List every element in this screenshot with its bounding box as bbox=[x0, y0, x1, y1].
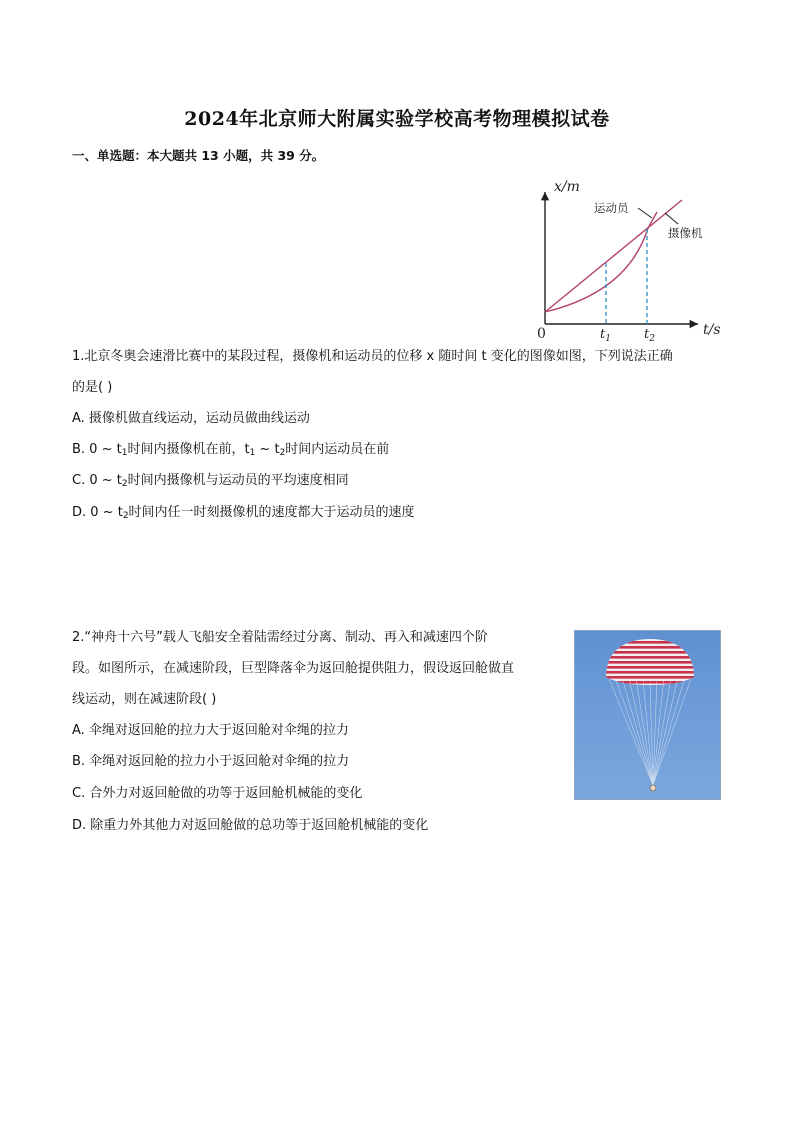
camera-pointer bbox=[665, 213, 678, 224]
camera-line bbox=[545, 200, 682, 312]
athlete-label: 运动员 bbox=[594, 201, 629, 215]
suspension-lines bbox=[609, 679, 691, 785]
t2-label: $t_2$ bbox=[644, 327, 655, 342]
suspension-line bbox=[623, 680, 653, 785]
q2-option-b[interactable]: B. 伞绳对返回舱的拉力小于返回舱对伞绳的拉力 bbox=[72, 754, 350, 769]
q1-stem-line2: 的是( ) bbox=[72, 380, 113, 395]
canopy-stripe bbox=[600, 671, 700, 674]
q1-option-a[interactable]: A. 摄像机做直线运动，运动员做曲线运动 bbox=[72, 411, 310, 426]
suspension-line bbox=[653, 680, 684, 786]
page-title: 2024年北京师大附属实验学校高考物理模拟试卷 bbox=[184, 108, 610, 130]
suspension-line bbox=[653, 681, 671, 786]
canopy-stripe bbox=[600, 676, 700, 679]
suspension-line bbox=[653, 682, 657, 786]
q1-stem-line1: 1.北京冬奥会速滑比赛中的某段过程，摄像机和运动员的位移 x 随时间 t 变化的图像如图，下列说法正确 bbox=[72, 349, 673, 364]
parachute-illustration bbox=[575, 631, 721, 800]
q2-stem-line3: 线运动，则在减速阶段( ) bbox=[72, 692, 217, 707]
q2-option-c[interactable]: C. 合外力对返回舱做的功等于返回舱机械能的变化 bbox=[72, 786, 363, 801]
y-axis-label: x/m bbox=[554, 179, 580, 195]
camera-label: 摄像机 bbox=[668, 226, 703, 240]
canopy-stripe bbox=[600, 651, 700, 654]
athlete-curve bbox=[545, 212, 657, 312]
q2-stem-line1: 2.“神舟十六号”载人飞船安全着陆需经过分离、制动、再入和减速四个阶 bbox=[72, 630, 488, 645]
x-axis-label: t/s bbox=[703, 322, 721, 338]
suspension-line bbox=[630, 681, 654, 786]
parachute-photo bbox=[574, 630, 721, 800]
athlete-pointer bbox=[638, 208, 652, 218]
origin-label: 0 bbox=[537, 326, 546, 342]
q1-option-c[interactable]: C. 0 ~ $t_2$时间内摄像机与运动员的平均速度相同 bbox=[72, 473, 349, 489]
suspension-line bbox=[616, 680, 653, 786]
q1-option-d[interactable]: D. 0 ~ $t_2$时间内任一时刻摄像机的速度都大于运动员的速度 bbox=[72, 505, 415, 521]
t1-label: $t_1$ bbox=[600, 327, 611, 342]
suspension-line bbox=[653, 679, 691, 785]
return-capsule bbox=[650, 785, 656, 791]
q1-xt-graph bbox=[528, 172, 728, 342]
canopy-stripe bbox=[600, 656, 700, 659]
canopy-stripe bbox=[600, 666, 700, 669]
canopy-stripe bbox=[600, 646, 700, 649]
section-heading: 一、单选题：本大题共 13 小题，共 39 分。 bbox=[72, 148, 325, 163]
suspension-line bbox=[609, 679, 653, 785]
canopy-stripe bbox=[600, 661, 700, 664]
canopy-stripe bbox=[600, 641, 700, 644]
suspension-line bbox=[653, 680, 677, 785]
q2-stem-line2: 段。如图所示，在减速阶段，巨型降落伞为返回舱提供阻力，假设返回舱做直 bbox=[72, 661, 515, 676]
q2-option-d[interactable]: D. 除重力外其他力对返回舱做的总功等于返回舱机械能的变化 bbox=[72, 818, 429, 833]
q1-option-b[interactable]: B. 0 ~ $t_1$时间内摄像机在前，$t_1$ ~ $t_2$时间内运动员在前 bbox=[72, 442, 390, 458]
q2-option-a[interactable]: A. 伞绳对返回舱的拉力大于返回舱对伞绳的拉力 bbox=[72, 723, 349, 738]
